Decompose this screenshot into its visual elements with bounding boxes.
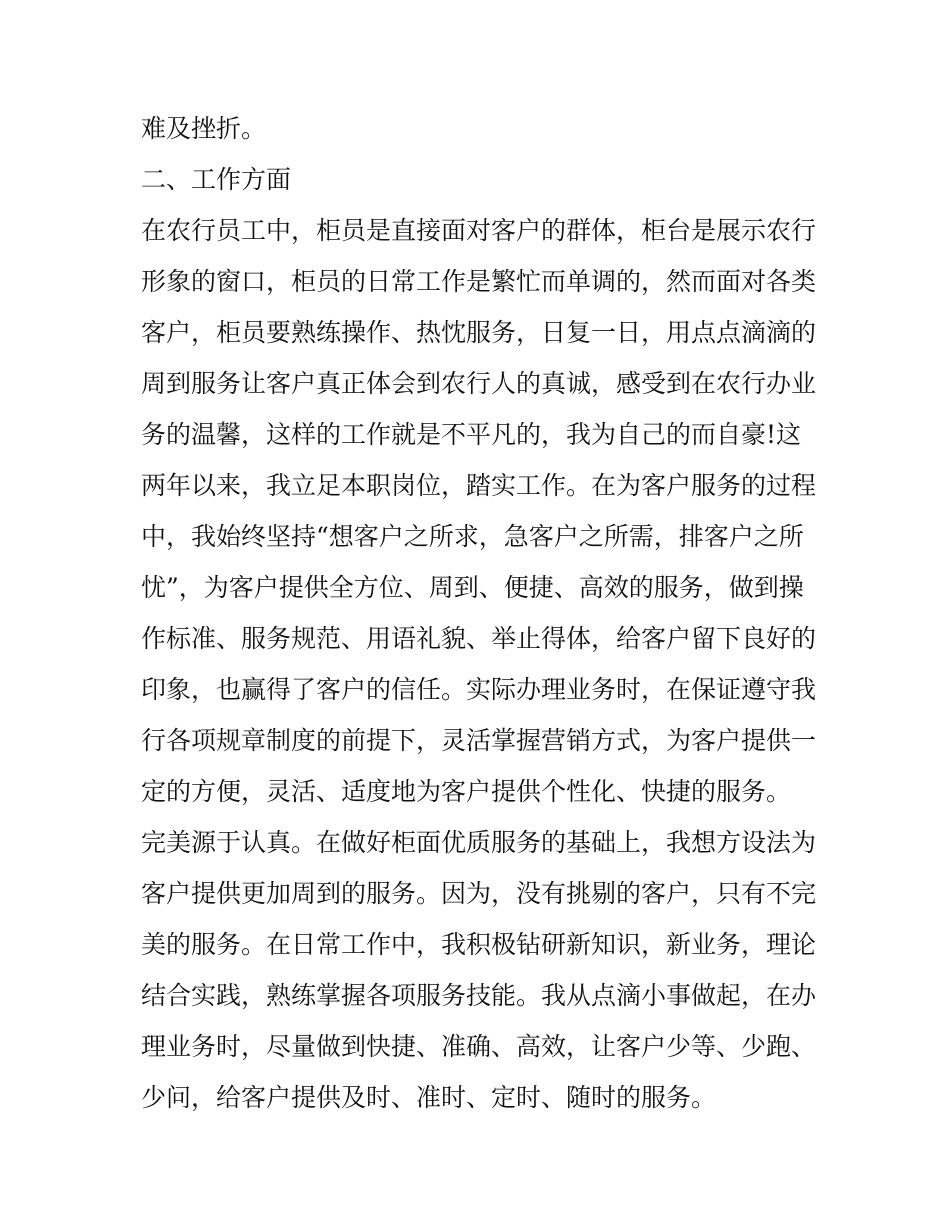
text-line: 客户，柜员要熟练操作、热忱服务，日复一日，用点点滴滴的 — [141, 318, 817, 347]
text-line: 中，我始终坚持“想客户之所求，急客户之所需，排客户之所 — [141, 522, 804, 551]
text-line: 客户提供更加周到的服务。因为，没有挑剔的客户，只有不完 — [141, 879, 817, 908]
text-line: 形象的窗口，柜员的日常工作是繁忙而单调的，然而面对各类 — [141, 267, 817, 296]
text-line: 结合实践，熟练掌握各项服务技能。我从点滴小事做起，在办 — [141, 981, 817, 1010]
text-line: 行各项规章制度的前提下，灵活掌握营销方式，为客户提供一 — [141, 726, 817, 755]
text-line: 在农行员工中，柜员是直接面对客户的群体，柜台是展示农行 — [141, 216, 817, 245]
text-line: 完美源于认真。在做好柜面优质服务的基础上，我想方设法为 — [141, 828, 817, 857]
text-line: 周到服务让客户真正体会到农行人的真诚，感受到在农行办业 — [141, 369, 817, 398]
text-line: 定的方便，灵活、适度地为客户提供个性化、快捷的服务。 — [141, 777, 792, 806]
text-line: 少问，给客户提供及时、准时、定时、随时的服务。 — [141, 1083, 717, 1112]
text-line: 美的服务。在日常工作中，我积极钻研新知识，新业务，理论 — [141, 930, 817, 959]
section-heading: 二、工作方面 — [141, 165, 292, 194]
text-line: 难及挫折。 — [141, 114, 267, 143]
text-line: 作标准、服务规范、用语礼貌、举止得体，给客户留下良好的 — [141, 624, 817, 653]
text-line: 印象，也赢得了客户的信任。实际办理业务时，在保证遵守我 — [141, 675, 817, 704]
text-line: 忧”，为客户提供全方位、周到、便捷、高效的服务，做到操 — [141, 573, 804, 602]
text-line: 务的温馨，这样的工作就是不平凡的，我为自己的而自豪!这 — [141, 420, 802, 449]
text-line: 理业务时，尽量做到快捷、准确、高效，让客户少等、少跑、 — [141, 1032, 817, 1061]
text-line: 两年以来，我立足本职岗位，踏实工作。在为客户服务的过程 — [141, 471, 817, 500]
